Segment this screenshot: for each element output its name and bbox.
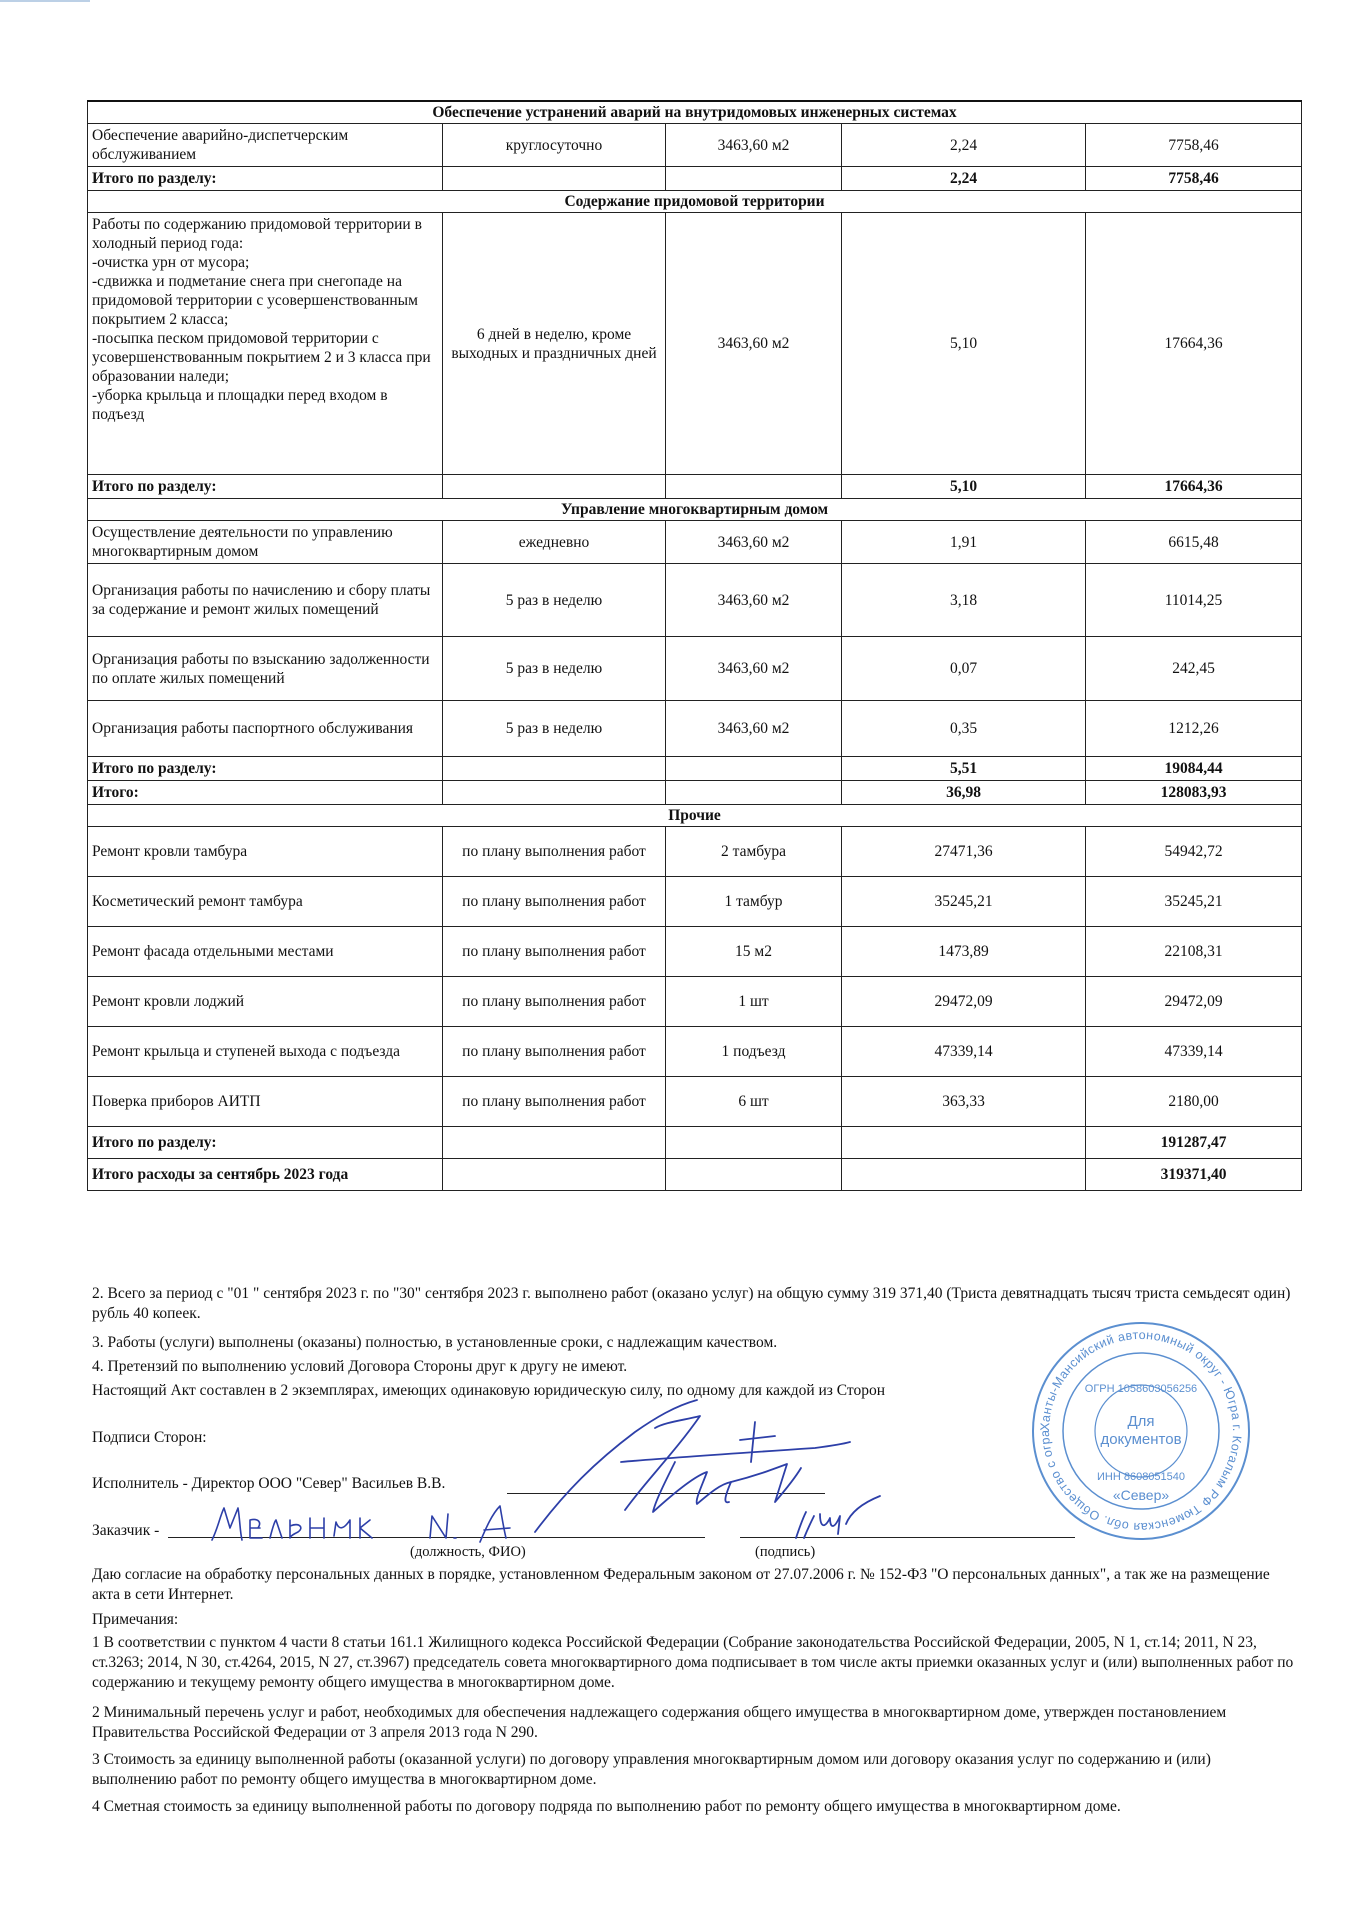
cell-name: Ремонт крыльца и ступеней выхода с подъезда: [88, 1027, 443, 1077]
table-row: [88, 213, 1302, 475]
cell-sum: 54942,72: [1086, 827, 1302, 877]
cell-name: Обеспечение аварийно-диспетчерским обслуживанием: [88, 124, 443, 167]
table-row: [88, 701, 1302, 757]
services-table: [87, 100, 1302, 1191]
cell-quantity: 3463,60 м2: [666, 213, 842, 475]
section-header: Прочие: [88, 805, 1302, 827]
note-3: 3 Стоимость за единицу выполненной работы (оказанной услуги) по договору управления многоквартирным домом или договору оказания услуг по содержанию и (или) выполнению работ по ремонту общего имущества в многоквартирном доме.: [92, 1751, 1211, 1788]
cell-rate: 47339,14: [842, 1027, 1086, 1077]
cell-rate: 35245,21: [842, 877, 1086, 927]
customer-signature: [790, 1484, 890, 1544]
cell-quantity: 3463,60 м2: [666, 564, 842, 637]
personal-data-consent: Даю согласие на обработку персональных данных в порядке, установленном Федеральным законом от 27.07.2006 г. № 152-ФЗ "О персональных данных", а так же на размещение акта в сети Интернет.: [92, 1566, 1270, 1603]
cell-frequency: по плану выполнения работ: [443, 1077, 666, 1127]
note-2: 2 Минимальный перечень услуг и работ, необходимых для обеспечения надлежащего содержания общего имущества в многоквартирном доме, утвержден постановлением Правительства Российской Федерации от 3 апреля 2013 года N 290.: [92, 1704, 1227, 1741]
table-row: [88, 1027, 1302, 1077]
no-claims-statement: 4. Претензий по выполнению условий Договора Стороны друг к другу не имеют.: [92, 1358, 628, 1375]
cell-sum: 7758,46: [1086, 124, 1302, 167]
cell-name: Ремонт фасада отдельными местами: [88, 927, 443, 977]
cell-name: Осуществление деятельности по управлению многоквартирным домом: [88, 521, 443, 564]
cell-name: Косметический ремонт тамбура: [88, 877, 443, 927]
cell-frequency: ежедневно: [443, 521, 666, 564]
cell-quantity: 2 тамбура: [666, 827, 842, 877]
cell-name: Работы по содержанию придомовой территории в холодный период года: -очистка урн от мусора; -сдвижка и подметание снега при снегопаде на придомовой территории с усовершенствованным покрытием 2 класса; -посыпка песком придомовой территории с усовершенствованным покрытием 2 и 3 класса при образовании наледи; -уборка крыльца и площадки перед входом в подъезд: [88, 213, 443, 475]
grand-total-row: Итого: 36,98 128083,93: [88, 781, 1302, 805]
table-row: [88, 637, 1302, 701]
section-total-row: Итого по разделу: 5,51 19084,44: [88, 757, 1302, 781]
cell-frequency: по плану выполнения работ: [443, 827, 666, 877]
cell-quantity: 3463,60 м2: [666, 521, 842, 564]
stamp-company-name: «Север»: [1112, 1487, 1170, 1503]
total-statement: 2. Всего за период с "01 " сентября 2023 г. по "30" сентября 2023 г. выполнено работ (оказано услуг) на общую сумму 319 371,40 (Триста девятнадцать тысяч триста семьдесят один) рубль 40 копеек.: [92, 1285, 1291, 1322]
quality-statement: 3. Работы (услуги) выполнены (оказаны) полностью, в установленные сроки, с надлежащим качеством.: [92, 1334, 778, 1351]
signatures-heading: Подписи Сторон:: [92, 1429, 207, 1446]
notes-title: Примечания:: [92, 1611, 179, 1628]
stamp-center-line1: Для: [1127, 1413, 1155, 1430]
cell-name: Организация работы по взысканию задолженности по оплате жилых помещений: [88, 637, 443, 701]
cell-frequency: 5 раз в неделю: [443, 701, 666, 757]
cell-quantity: 3463,60 м2: [666, 124, 842, 167]
cell-sum: 6615,48: [1086, 521, 1302, 564]
cell-quantity: 1 шт: [666, 977, 842, 1027]
section-total-row: Итого по разделу: 2,24 7758,46: [88, 167, 1302, 191]
cell-quantity: 3463,60 м2: [666, 637, 842, 701]
section-header: Содержание придомовой территории: [88, 191, 1302, 213]
cell-frequency: по плану выполнения работ: [443, 977, 666, 1027]
cell-rate: 0,07: [842, 637, 1086, 701]
table-row: [88, 1077, 1302, 1127]
cell-quantity: 1 тамбур: [666, 877, 842, 927]
company-stamp: [1023, 1307, 1254, 1544]
cell-frequency: по плану выполнения работ: [443, 877, 666, 927]
table-row: [88, 927, 1302, 977]
cell-sum: 35245,21: [1086, 877, 1302, 927]
customer-label: Заказчик -: [92, 1522, 160, 1539]
table-row: [88, 877, 1302, 927]
cell-frequency: по плану выполнения работ: [443, 927, 666, 977]
cell-frequency: по плану выполнения работ: [443, 1027, 666, 1077]
table-row: [88, 827, 1302, 877]
section-total-row: Итого по разделу: 5,10 17664,36: [88, 475, 1302, 499]
cell-sum: 11014,25: [1086, 564, 1302, 637]
scan-edge-line: [0, 0, 90, 2]
executor-label: Исполнитель - Директор ООО "Север" Васильев В.В.: [92, 1475, 446, 1492]
table-row: [88, 564, 1302, 637]
cell-rate: 1,91: [842, 521, 1086, 564]
cell-name: Ремонт кровли лоджий: [88, 977, 443, 1027]
cell-frequency: круглосуточно: [443, 124, 666, 167]
stamp-ogrn: ОГРН 1058603056256: [1084, 1383, 1198, 1395]
cell-frequency: 5 раз в неделю: [443, 564, 666, 637]
cell-quantity: 15 м2: [666, 927, 842, 977]
cell-rate: 363,33: [842, 1077, 1086, 1127]
cell-sum: 29472,09: [1086, 977, 1302, 1027]
cell-sum: 1212,26: [1086, 701, 1302, 757]
signature-caption: (подпись): [755, 1544, 816, 1560]
handwritten-customer-name: [210, 1498, 540, 1548]
cell-rate: 2,24: [842, 124, 1086, 167]
cell-frequency: 6 дней в неделю, кроме выходных и праздничных дней: [443, 213, 666, 475]
section-header: Управление многоквартирным домом: [88, 499, 1302, 521]
cell-name: Организация работы паспортного обслуживания: [88, 701, 443, 757]
table-row: [88, 977, 1302, 1027]
cell-sum: 242,45: [1086, 637, 1302, 701]
cell-rate: 1473,89: [842, 927, 1086, 977]
cell-rate: 3,18: [842, 564, 1086, 637]
note-4: 4 Сметная стоимость за единицу выполненной работы по договору подряда по выполнению работ по ремонту общего имущества в многоквартирном доме.: [92, 1798, 1121, 1815]
stamp-ring-text: Ханты-Мансийский автономный округ - Югра г. Когалым РФ Тюменская обл. Общество с ограниченной ответственностью: [1023, 1307, 1245, 1535]
cell-rate: 27471,36: [842, 827, 1086, 877]
stamp-center-line2: документов: [1100, 1431, 1182, 1448]
cell-name: Поверка приборов АИТП: [88, 1077, 443, 1127]
cell-rate: 0,35: [842, 701, 1086, 757]
note-1: 1 В соответствии с пунктом 4 части 8 статьи 161.1 Жилищного кодекса Российской Федерации (Собрание законодательства Российской Федерации, 2005, N 1, ст.14; 2011, N 23, ст.3263; 2014, N 30, ст.4264, 2015, N 27, ст.3967) председатель совета многоквартирного дома подписывает в том числе акты приемки оказанных услуг и (или) выполненных работ по содержанию и текущему ремонту общего имущества в многоквартирном доме.: [92, 1634, 1294, 1691]
cell-sum: 47339,14: [1086, 1027, 1302, 1077]
table-row: [88, 521, 1302, 564]
cell-sum: 17664,36: [1086, 213, 1302, 475]
position-caption: (должность, ФИО): [410, 1544, 526, 1560]
stamp-inn: ИНН 8608051540: [1096, 1471, 1186, 1483]
cell-quantity: 3463,60 м2: [666, 701, 842, 757]
cell-sum: 2180,00: [1086, 1077, 1302, 1127]
copies-statement: Настоящий Акт составлен в 2 экземплярах, имеющих одинаковую юридическую силу, по одному для каждой из Сторон: [92, 1382, 886, 1399]
cell-name: Ремонт кровли тамбура: [88, 827, 443, 877]
cell-frequency: 5 раз в неделю: [443, 637, 666, 701]
cell-rate: 5,10: [842, 213, 1086, 475]
section-header: Обеспечение устранений аварий на внутридомовых инженерных системах: [88, 101, 1302, 124]
monthly-expenses-row: Итого расходы за сентябрь 2023 года 319371,40: [88, 1159, 1302, 1191]
cell-quantity: 1 подъезд: [666, 1027, 842, 1077]
cell-rate: 29472,09: [842, 977, 1086, 1027]
section-total-row: Итого по разделу: 191287,47: [88, 1127, 1302, 1159]
cell-sum: 22108,31: [1086, 927, 1302, 977]
cell-name: Организация работы по начислению и сбору платы за содержание и ремонт жилых помещений: [88, 564, 443, 637]
table-row: [88, 124, 1302, 167]
cell-quantity: 6 шт: [666, 1077, 842, 1127]
